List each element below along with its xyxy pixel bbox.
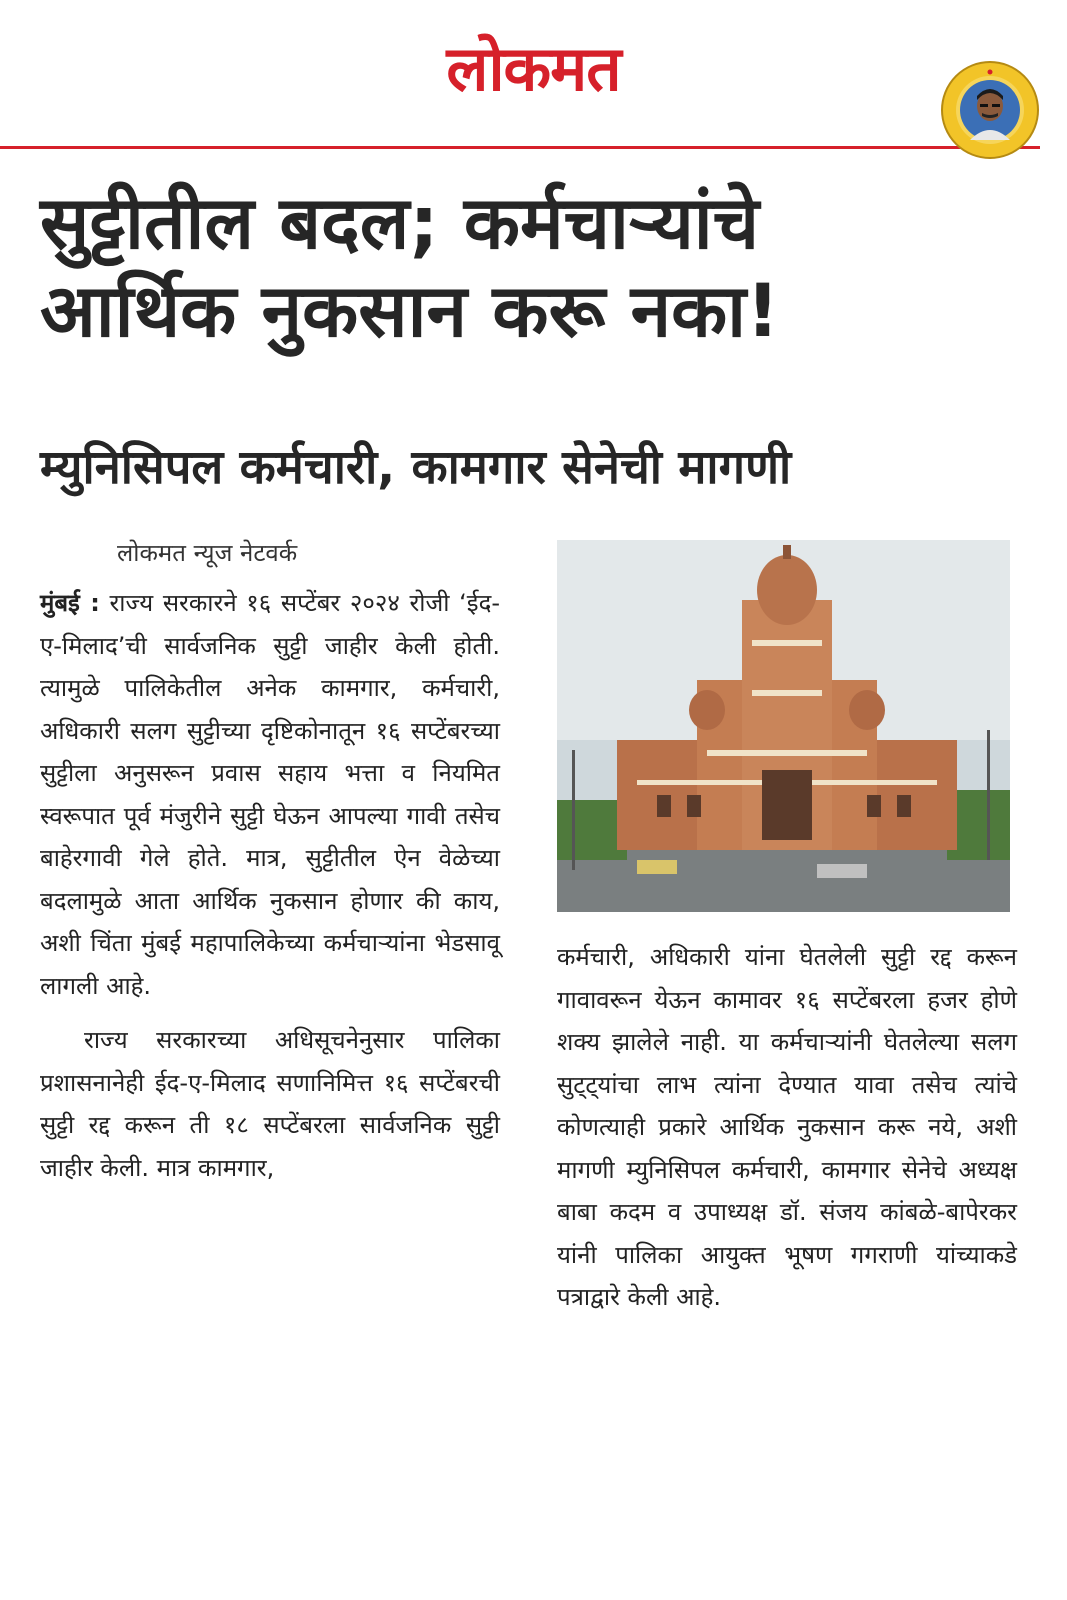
newspaper-logo: लोकमत <box>446 32 621 105</box>
article-column-2 <box>557 936 1017 1319</box>
bmc-building-photo <box>557 540 1010 912</box>
headline-line-2: आर्थिक नुकसान करू नका! <box>40 269 780 354</box>
paragraph-2: राज्य सरकारच्या अधिसूचनेनुसार पालिका प्रशासनानेही ईद-ए-मिलाद सणानिमित्त १६ सप्टेंबरची सुट्टी रद्द करून ती १८ सप्टेंबरला सार्वजनिक सुट्टी जाहीर केली. मात्र कामगार, <box>40 1026 500 1182</box>
masthead <box>0 0 1067 150</box>
article-column-1 <box>40 582 500 1189</box>
dateline: मुंबई : <box>40 589 100 617</box>
paragraph-3: कर्मचारी, अधिकारी यांना घेतलेली सुट्टी रद्द करून गावावरून येऊन कामावर १६ सप्टेंबरला हजर होणे शक्य झालेले नाही. या कर्मचाऱ्यांनी घेतलेल्या सलग सुट्ट्यांचा लाभ त्यांना देण्यात यावा तसेच त्यांचे कोणत्याही प्रकारे आर्थिक नुकसान करू नये, अशी मागणी म्युनिसिपल कर्मचारी, कामगार सेनेचे अध्यक्ष बाबा कदम व उपाध्यक्ष डॉ. संजय कांबळे-बापेरकर यांनी पालिका आयुक्त भूषण गगराणी यांच्याकडे पत्राद्वारे केली आहे. <box>557 943 1017 1311</box>
profile-badge-icon <box>940 60 1040 160</box>
subheadline: म्युनिसिपल कर्मचारी, कामगार सेनेची मागणी <box>40 440 792 495</box>
masthead-rule <box>0 146 1040 149</box>
headline <box>40 180 1020 356</box>
paragraph-1 <box>40 582 500 1007</box>
paragraph-1-text: राज्य सरकारने १६ सप्टेंबर २०२४ रोजी ‘ईद-ए-मिलाद’ची सार्वजनिक सुट्टी जाहीर केली होती. त्यामुळे पालिकेतील अनेक कामगार, कर्मचारी, अधिकारी सलग सुट्टीच्या दृष्टिकोनातून १६ सप्टेंबरच्या सुट्टीला अनुसरून प्रवास सहाय भत्ता व नियमित स्वरूपात पूर्व मंजुरीने सुट्टी घेऊन आपल्या गावी तसेच बाहेरगावी गेले होते. मात्र, सुट्टीतील ऐन वेळेच्या बदलामुळे आता आर्थिक नुकसान होणार की काय, अशी चिंता मुंबई महापालिकेच्या कर्मचाऱ्यांना भेडसावू लागली आहे. <box>40 589 500 1000</box>
headline-line-1: सुट्टीतील बदल; कर्मचाऱ्यांचे <box>40 181 760 266</box>
byline: लोकमत न्यूज नेटवर्क <box>117 539 298 567</box>
